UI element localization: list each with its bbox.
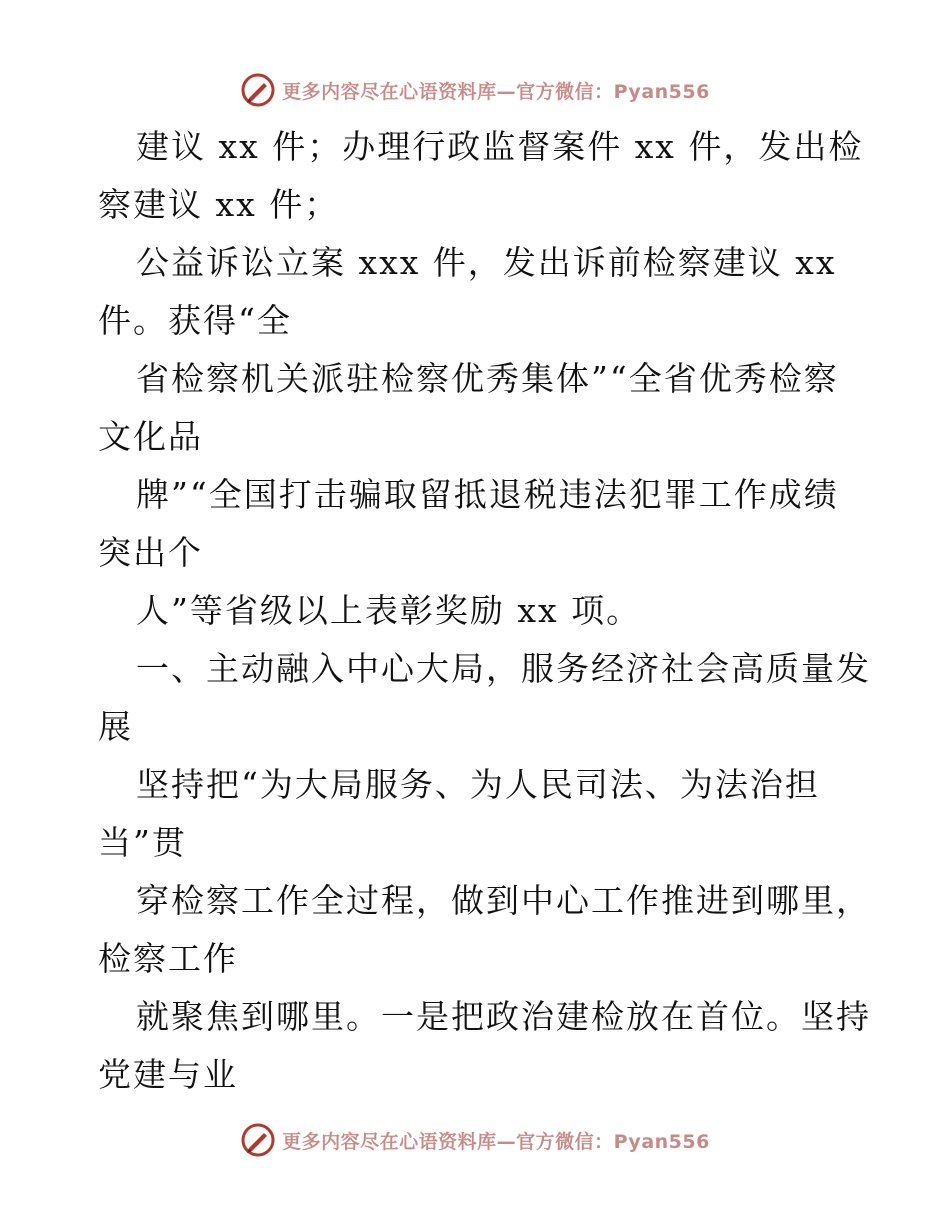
text-line: 穿检察工作全过程，做到中心工作推进到哪里， [136,881,871,920]
text-line: 牌”“全国打击骗取留抵退税违法犯罪工作成绩 [136,475,839,514]
text-line: 公益诉讼立案 xxx 件，发出诉前检察建议 xx [136,243,837,282]
banner-text: 更多内容尽在心语资料库—官方微信：Pyan556 [282,80,710,103]
text-line: 一、主动融入中心大局，服务经济社会高质量发 [136,649,871,688]
text-line: 件。获得“全 [98,301,292,340]
text-line: 党建与业 [98,1055,238,1094]
text-line: 察建议 xx 件； [98,185,340,224]
text-line: 省检察机关派驻检察优秀集体”“全省优秀检察 [136,359,839,398]
document-body [98,118,871,1104]
pen-logo-icon [240,1122,276,1158]
text-line: 检察工作 [98,939,238,978]
banner-text: 更多内容尽在心语资料库—官方微信：Pyan556 [282,1130,710,1153]
footer-banner [0,1120,950,1160]
text-line: 当”贯 [98,823,187,862]
text-line: 建议 xx 件；办理行政监督案件 xx 件，发出检 [136,127,864,166]
text-line: 突出个 [98,533,203,572]
text-line: 坚持把“为大局服务、为人民司法、为法治担 [136,765,820,804]
text-line: 就聚焦到哪里。一是把政治建检放在首位。坚持 [136,997,871,1036]
header-banner [0,70,950,110]
text-line: 人”等省级以上表彰奖励 xx 项。 [136,591,642,630]
pen-logo-icon [240,72,276,108]
text-line: 文化品 [98,417,203,456]
text-line: 展 [98,707,133,746]
